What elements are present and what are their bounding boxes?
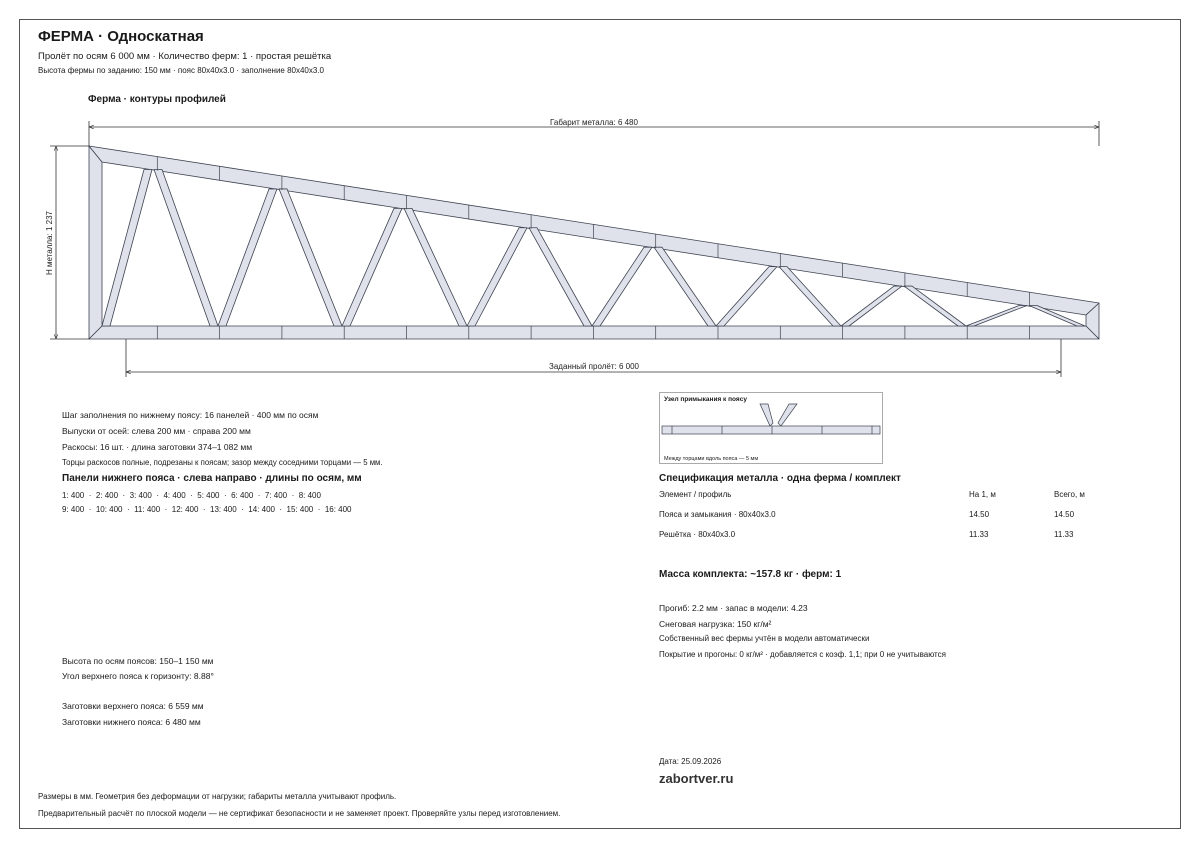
spec-mass: Масса комплекта: ~157.8 кг · ферм: 1 [659, 569, 842, 580]
load-selfweight: Собственный вес фермы учтён в модели автоматически [659, 634, 870, 643]
dim-height [45, 146, 90, 339]
panel-item: 3: 400 [129, 491, 152, 500]
panels-title: Панели нижнего пояса · слева направо · длины по осям, мм [62, 473, 362, 484]
geom-angle: Угол верхнего пояса к горизонту: 8.88° [62, 671, 214, 681]
web-brace [592, 247, 652, 326]
web-brace [218, 189, 277, 326]
footer-site: zabortver.ru [659, 771, 734, 786]
spec-header-row [659, 490, 1091, 510]
node-detail-title: Узел примыкания к поясу [664, 396, 747, 403]
panel-item: 8: 400 [298, 491, 321, 500]
spec-table [659, 490, 1091, 550]
footer-note-1: Размеры в мм. Геометрия без деформации от нагрузки; габариты металла учитывают профиль. [38, 792, 397, 801]
load-deflection: Прогиб: 2.2 мм · запас в модели: 4.23 [659, 603, 808, 613]
page-subtitle-2: Высота фермы по заданию: 150 мм · пояс 80x40x3.0 · заполнение 80x40x3.0 [38, 66, 324, 75]
web-brace [716, 267, 777, 326]
panel-item: 9: 400 [62, 505, 85, 514]
node-detail-inset [659, 392, 883, 464]
web-brace [279, 189, 342, 326]
spec-title: Спецификация металла · одна ферма / комплект [659, 473, 901, 484]
footer-note-2: Предварительный расчёт по плоской модели — не сертификат безопасности и не заменяет проект. Проверяйте узлы перед изготовлением. [38, 809, 561, 818]
left-end-post [89, 146, 102, 339]
panels-row-1: 1: 400 · 2: 400 · 3: 400 · 4: 400 · 5: 400 · 6: 400 · 7: 400 · 8: 400 [62, 491, 321, 500]
dim-height-label: Н металла: 1 237 [45, 211, 54, 275]
load-roofing: Покрытие и прогоны: 0 кг/м² · добавляется с коэф. 1,1; при 0 не учитываются [659, 650, 946, 659]
panel-item: 15: 400 [286, 505, 314, 514]
web-brace [467, 228, 527, 326]
spec-cell: 14.50 [969, 510, 990, 519]
dim-overall-label: Габарит металла: 6 480 [550, 118, 638, 127]
info-line-braces: Раскосы: 16 шт. · длина заготовки 374–1 082 мм [62, 442, 253, 452]
dim-span-label: Заданный пролёт: 6 000 [549, 362, 639, 371]
panel-item: 2: 400 [95, 491, 119, 500]
geom-height-axes: Высота по осям поясов: 150–1 150 мм [62, 656, 214, 666]
web-brace [529, 228, 592, 326]
table-row [659, 510, 1091, 530]
spec-col-element: Элемент / профиль [659, 490, 732, 499]
geom-bottom-blanks: Заготовки нижнего пояса: 6 480 мм [62, 717, 201, 727]
web-brace [966, 305, 1027, 326]
load-snow: Снеговая нагрузка: 150 кг/м² [659, 619, 772, 629]
web-brace [404, 208, 467, 326]
panel-item: 12: 400 [171, 505, 199, 514]
spec-col-total: Всего, м [1054, 490, 1085, 499]
panel-item: 7: 400 [264, 491, 288, 500]
node-detail-caption: Между торцами вдоль пояса — 5 мм [664, 456, 759, 462]
page-title: ФЕРМА · Односкатная [38, 28, 204, 45]
top-chord [89, 146, 1099, 315]
spec-cell: Пояса и замыкания · 80x40x3.0 [659, 510, 776, 519]
info-line-step: Шаг заполнения по нижнему поясу: 16 панелей · 400 мм по осям [62, 410, 319, 420]
page-subtitle: Пролёт по осям 6 000 мм · Количество ферм: 1 · простая решётка [38, 51, 332, 62]
panel-item: 6: 400 [231, 491, 254, 500]
footer-date: Дата: 25.09.2026 [659, 757, 722, 766]
truss-members [89, 146, 1099, 339]
bottom-chord [89, 326, 1099, 339]
spec-cell: Решётка · 80x40x3.0 [659, 530, 736, 539]
panel-item: 14: 400 [248, 505, 275, 514]
web-brace [154, 169, 218, 326]
dim-span [126, 339, 1061, 377]
info-line-offsets: Выпуски от осей: слева 200 мм · справа 200 мм [62, 426, 251, 436]
node-detail-drawing [660, 393, 882, 463]
spec-cell: 14.50 [1054, 510, 1075, 519]
panel-item: 4: 400 [163, 491, 186, 500]
panel-item: 1: 400 [62, 491, 85, 500]
table-row [659, 530, 1091, 550]
panel-item: 11: 400 [134, 505, 161, 514]
panel-item: 16: 400 [324, 505, 352, 514]
web-brace [841, 286, 902, 326]
info-line-ends: Торцы раскосов полные, подрезаны к поясам; зазор между соседними торцами — 5 мм. [62, 458, 383, 467]
spec-cell: 11.33 [1054, 530, 1074, 539]
geom-top-blanks: Заготовки верхнего пояса: 6 559 мм [62, 701, 204, 711]
web-brace [102, 169, 152, 326]
panel-item: 10: 400 [95, 505, 123, 514]
panel-item: 5: 400 [197, 491, 220, 500]
drawing-section-title: Ферма · контуры профилей [88, 94, 226, 105]
web-brace [342, 208, 402, 326]
panels-row-2: 9: 400 · 10: 400 · 11: 400 · 12: 400 · 13: 400 · 14: 400 · 15: 400 · 16: 400 [62, 505, 352, 514]
dim-overall-width [89, 118, 1099, 146]
spec-cell: 11.33 [969, 530, 989, 539]
web-brace [654, 247, 716, 326]
spec-col-per-one: На 1, м [969, 490, 996, 499]
panel-item: 13: 400 [210, 505, 237, 514]
